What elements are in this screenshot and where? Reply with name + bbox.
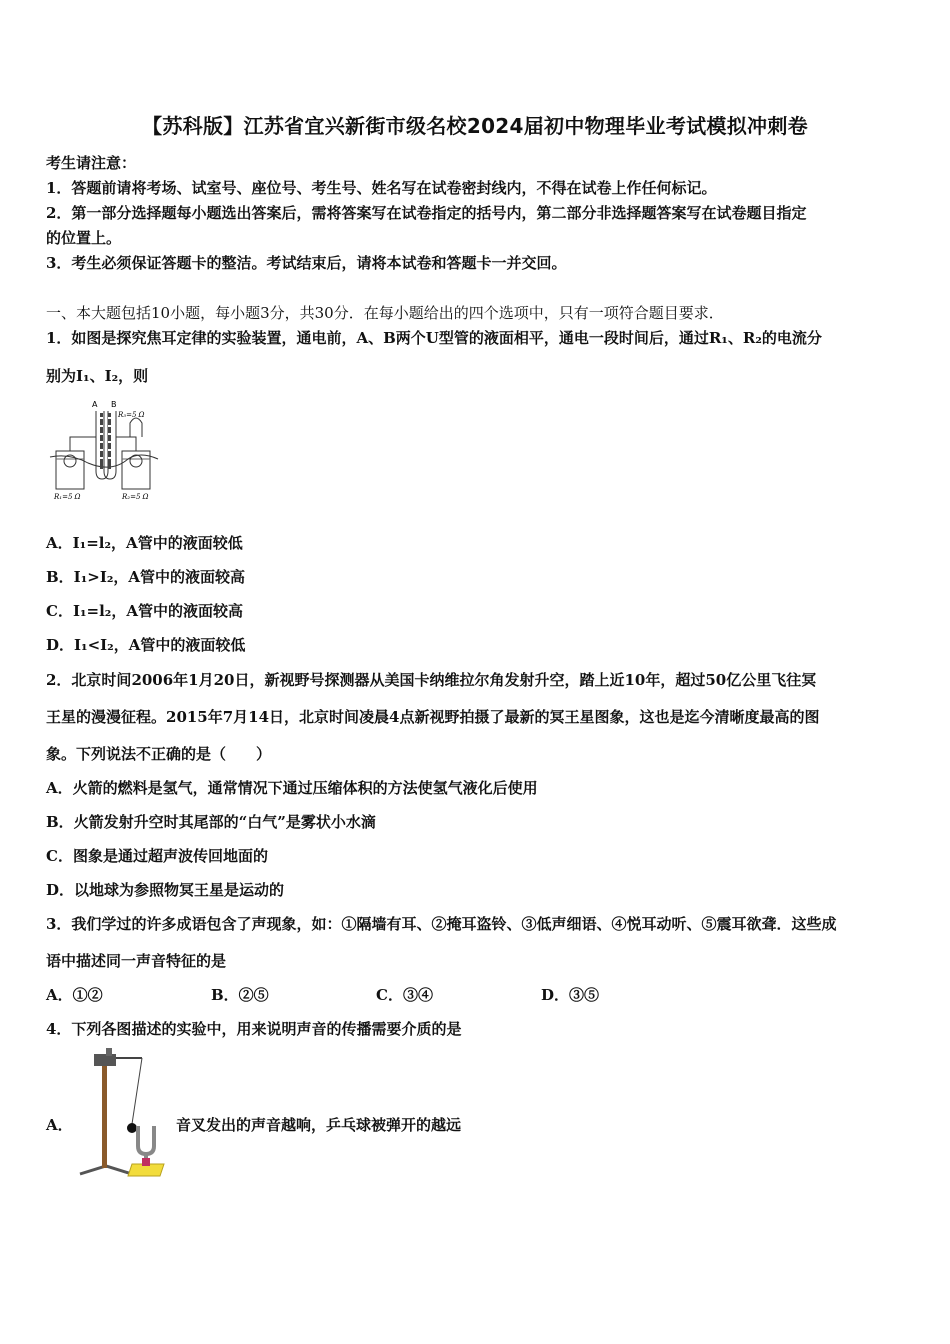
q4-tuning-fork-figure bbox=[74, 1046, 174, 1186]
q4-stem: 4．下列各图描述的实验中，用来说明声音的传播需要介质的是 bbox=[46, 1020, 462, 1038]
q2-option-b[interactable]: B．火箭发射升空时其尾部的“白气”是雾状小水滴 bbox=[46, 813, 376, 831]
q4-option-a-label[interactable]: A． bbox=[46, 1116, 73, 1134]
q3-option-b[interactable]: B．②⑤ bbox=[211, 986, 269, 1004]
q3-option-d[interactable]: D．③⑤ bbox=[541, 986, 600, 1004]
q1-stem-line2: 别为I₁、I₂，则 bbox=[46, 367, 149, 385]
page-title: 【苏科版】江苏省宜兴新街市级名校2024届初中物理毕业考试模拟冲刺卷 bbox=[142, 114, 808, 138]
q1-r3-resistor bbox=[130, 418, 142, 437]
q1-stem-line1: 1．如图是探究焦耳定律的实验装置，通电前，A、B两个U型管的液面相平，通电一段时间后，通过R₁、R₂的电流分 bbox=[46, 329, 822, 347]
q1-option-c[interactable]: C．I₁=l₂，A管中的液面较高 bbox=[46, 602, 244, 620]
notice-heading: 考生请注意： bbox=[46, 154, 137, 172]
q4-option-a-text[interactable]: 音叉发出的声音越响，乒乓球被弹开的越远 bbox=[176, 1116, 462, 1134]
q3-stem-line1: 3．我们学过的许多成语包含了声现象，如：①隔墙有耳、②掩耳盗铃、③低声细语、④悦耳动听、⑤震耳欲聋．这些成 bbox=[46, 915, 837, 933]
notice-item-2-cont: 的位置上。 bbox=[46, 229, 122, 247]
q1-right-container bbox=[122, 451, 150, 489]
section-heading: 一、本大题包括10小题，每小题3分，共30分．在每小题给出的四个选项中，只有一项符合题目要求． bbox=[46, 304, 724, 322]
notice-item-2: 2．第一部分选择题每小题选出答案后，需将答案写在试卷指定的括号内，第二部分非选择题答案写在试卷题目指定 bbox=[46, 204, 807, 222]
q4-string bbox=[132, 1058, 142, 1124]
q1-label-b: B bbox=[111, 400, 117, 409]
q4-tuning-fork bbox=[138, 1126, 154, 1154]
q4-stand-pole bbox=[102, 1054, 107, 1168]
q1-joule-apparatus-figure bbox=[48, 395, 160, 507]
q2-option-c[interactable]: C．图象是通过超声波传回地面的 bbox=[46, 847, 268, 865]
q1-option-d[interactable]: D．I₁<I₂，A管中的液面较低 bbox=[46, 636, 246, 654]
q2-stem-line1: 2．北京时间2006年1月20日，新视野号探测器从美国卡纳维拉尔角发射升空，踏上近10年，超过50亿公里飞往冥 bbox=[46, 671, 817, 689]
q3-option-c[interactable]: C．③④ bbox=[376, 986, 433, 1004]
q4-clamp bbox=[94, 1054, 116, 1066]
q3-option-a[interactable]: A．①② bbox=[46, 986, 103, 1004]
q1-option-b[interactable]: B．I₁>I₂，A管中的液面较高 bbox=[46, 568, 246, 586]
q1-label-r3: R₃=5 Ω bbox=[118, 411, 145, 419]
notice-item-1: 1．答题前请将考场、试室号、座位号、考生号、姓名写在试卷密封线内，不得在试卷上作任何标记。 bbox=[46, 179, 717, 197]
q1-option-a[interactable]: A．I₁=l₂，A管中的液面较低 bbox=[46, 534, 243, 552]
q2-stem-line2: 王星的漫漫征程。2015年7月14日，北京时间凌晨4点新视野拍摄了最新的冥王星图象，这也是迄今清晰度最高的图 bbox=[46, 708, 820, 726]
q4-ping-pong-ball bbox=[127, 1123, 137, 1133]
notice-item-3: 3．考生必须保证答题卡的整洁。考试结束后，请将本试卷和答题卡一并交回。 bbox=[46, 254, 567, 272]
q2-option-a[interactable]: A．火箭的燃料是氢气，通常情况下通过压缩体积的方法使氢气液化后使用 bbox=[46, 779, 538, 797]
q1-label-a: A bbox=[92, 400, 98, 409]
q3-stem-line2: 语中描述同一声音特征的是 bbox=[46, 952, 227, 970]
q1-label-r1: R₁=5 Ω bbox=[54, 493, 81, 501]
q2-stem-line3: 象。下列说法不正确的是（ ） bbox=[46, 745, 272, 763]
q2-option-d[interactable]: D．以地球为参照物冥王星是运动的 bbox=[46, 881, 285, 899]
q1-label-r2: R₂=5 Ω bbox=[122, 493, 149, 501]
